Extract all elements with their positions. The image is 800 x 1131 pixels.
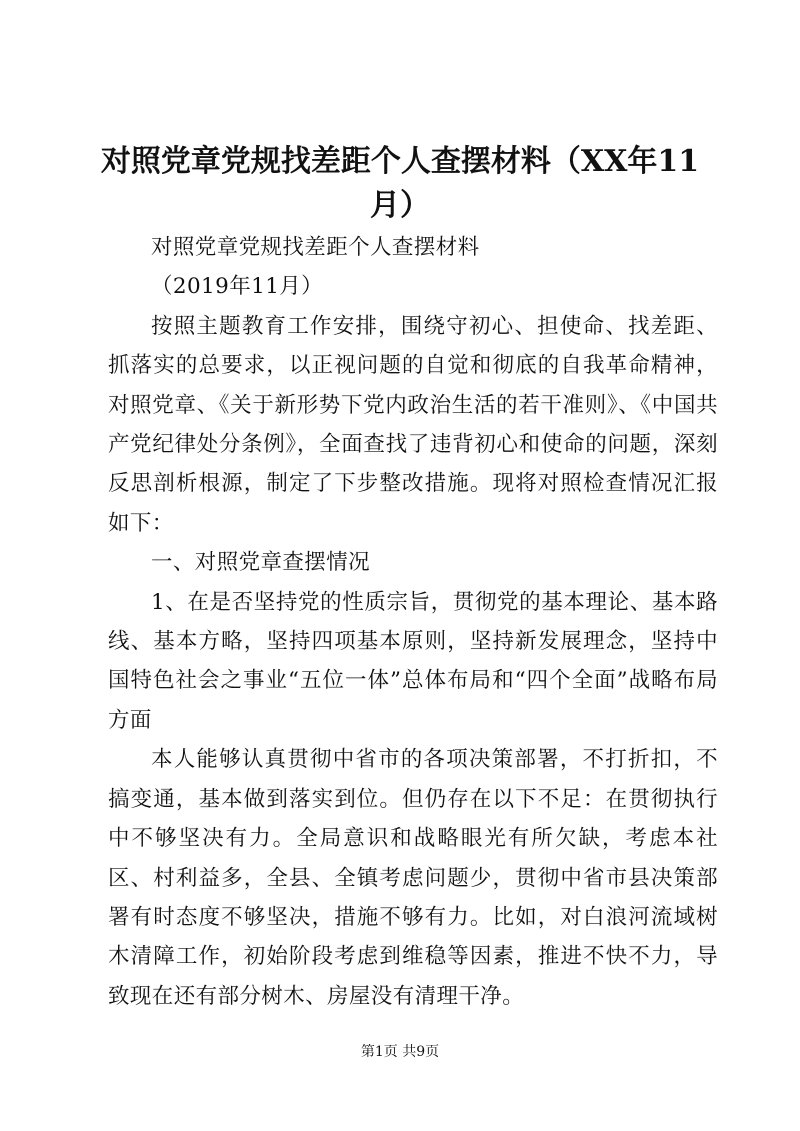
page-footer: 第1页 共9页 <box>360 1044 440 1060</box>
paragraph-date: （2019年11月） <box>151 274 324 300</box>
paragraph-item-1: 1、在是否坚持党的性质宗旨，贯彻党的基本理论、基本路线、基本方略，坚持四项基本原则，坚持新发展理念，坚持中国特色社会之事业“五位一体”总体布局和“四个全面”战略布局方面 <box>108 589 718 733</box>
document-body <box>108 228 718 1016</box>
document-title: 对照党章党规找差距个人查摆材料（XX年11月） <box>100 144 700 223</box>
paragraph-intro: 按照主题教育工作安排，围绕守初心、担使命、找差距、抓落实的总要求，以正视问题的自觉和彻底的自我革命精神，对照党章、《关于新形势下党内政治生活的若干准则》、《中国共产党纪律处分条例》，全面查找了违背初心和使命的问题，深刻反思剖析根源，制定了下步整改措施。现将对照检查情况汇报如下： <box>108 313 718 536</box>
paragraph-item-1-detail: 本人能够认真贯彻中省市的各项决策部署，不打折扣，不搞变通，基本做到落实到位。但仍存在以下不足：在贯彻执行中不够坚决有力。全局意识和战略眼光有所欠缺，考虑本社区、村利益多，全县、全镇考虑问题少，贯彻中省市县决策部署有时态度不够坚决，措施不够有力。比如，对白浪河流域树木清障工作，初始阶段考虑到维稳等因素，推进不快不力，导致现在还有部分树木、房屋没有清理干净。 <box>108 747 718 1009</box>
paragraph-subtitle: 对照党章党规找差距个人查摆材料 <box>151 235 480 260</box>
section-heading: 一、对照党章查摆情况 <box>151 550 371 576</box>
